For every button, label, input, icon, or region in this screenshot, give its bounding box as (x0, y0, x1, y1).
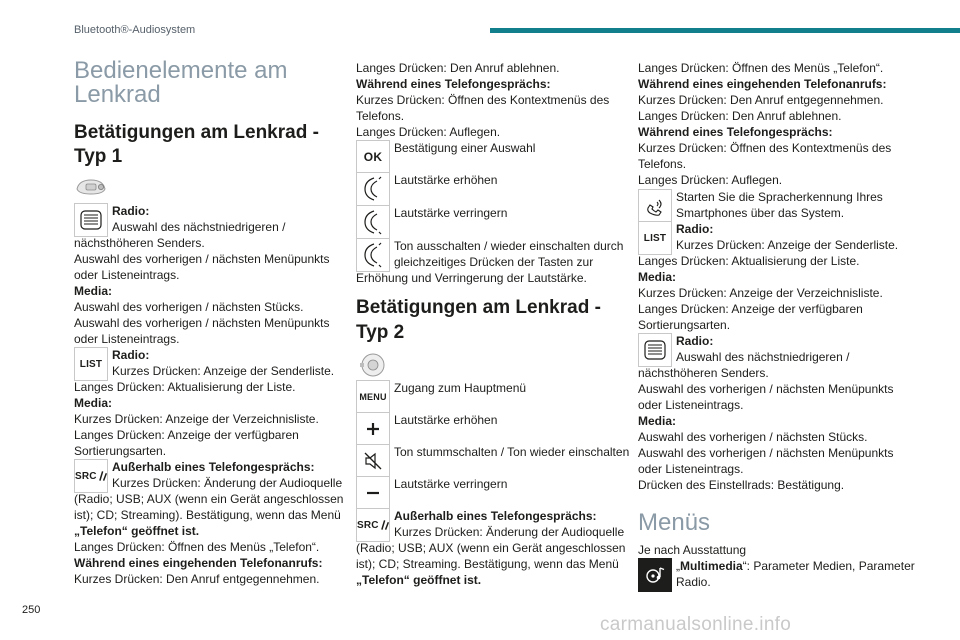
c2-line-20: „Telefon“ geöffnet ist. (356, 573, 482, 587)
c3-line-3: Kurzes Drücken: Den Anruf entgegennehmen. (638, 93, 884, 107)
section-heading-type2-line2: Typ 2 (356, 322, 405, 343)
c1-line-3: nächsthöheren Senders. (74, 236, 205, 250)
c2-line-5: Langes Drücken: Auflegen. (356, 125, 501, 139)
c2-line-8: Lautstärke verringern (394, 206, 508, 220)
c2-line-10: gleichzeitiges Drücken der Tasten zur (394, 255, 594, 269)
multimedia-line-1: „Multimedia“: Parameter Medien, Parameter (676, 559, 915, 573)
c3-line-25: Auswahl des vorherigen / nächsten Menüpunkts (638, 446, 894, 460)
c1-line-21: „Telefon“ geöffnet ist. (74, 524, 200, 538)
c1-line-8: Auswahl des vorherigen / nächsten Menüpunkts (74, 316, 330, 330)
c2-line-19: ist); CD; Streaming. Bestätigung, wenn das Menü (356, 557, 619, 571)
list-button-icon: LIST (74, 347, 108, 381)
plus-icon (356, 412, 390, 446)
c3-line-9: Starten Sie die Spracherkennung Ihres (676, 190, 883, 204)
c1-line-17: Außerhalb eines Telefongesprächs: (112, 460, 315, 474)
c3-line-17: Sortierungsarten. (638, 318, 731, 332)
menus-intro: Je nach Ausstattung (638, 543, 747, 557)
c1-line-23: Während eines eingehenden Telefonanrufs: (74, 556, 323, 570)
c2-line-15: Lautstärke verringern (394, 477, 508, 491)
c1-line-2: Auswahl des nächstniedrigeren / (112, 220, 286, 234)
c3-line-12: Kurzes Drücken: Anzeige der Senderliste. (676, 238, 899, 252)
scroll-wheel-icon-2 (638, 333, 672, 367)
minus-icon (356, 476, 390, 510)
speaker-mute-icon (356, 444, 390, 478)
c2-line-4: Telefons. (356, 109, 405, 123)
c1-line-18: Kurzes Drücken: Änderung der Audioquelle (112, 476, 343, 490)
c2-line-14: Ton stummschalten / Ton wieder einschalten (394, 445, 630, 459)
c1-line-13: Media: (74, 396, 113, 410)
c3-line-21: Auswahl des vorherigen / nächsten Menüpunkts (638, 382, 894, 396)
c3-line-13: Langes Drücken: Aktualisierung der Liste. (638, 254, 860, 268)
c3-line-14: Media: (638, 270, 677, 284)
c1-line-14: Kurzes Drücken: Anzeige der Verzeichnisliste. (74, 412, 319, 426)
c2-line-2: Während eines Telefongesprächs: (356, 77, 551, 91)
c3-line-11: Radio: (676, 222, 714, 236)
menus-heading: Menüs (638, 509, 711, 536)
list-button-icon-2: LIST (638, 221, 672, 255)
scroll-wheel-icon (74, 203, 108, 237)
c3-line-4: Langes Drücken: Den Anruf ablehnen. (638, 109, 842, 123)
watermark: carmanualsonline.info (600, 614, 792, 635)
c3-line-6: Kurzes Drücken: Öffnen des Kontextmenüs des (638, 141, 892, 155)
c3-line-16: Langes Drücken: Anzeige der verfügbaren (638, 302, 863, 316)
c2-line-18: (Radio; USB; AUX (wenn ein Gerät angeschlossen (356, 541, 626, 555)
c3-line-22: oder Listeneintrags. (638, 398, 744, 412)
c2-line-1: Langes Drücken: Den Anruf ablehnen. (356, 61, 560, 75)
c1-line-10: Radio: (112, 348, 150, 362)
c3-line-7: Telefons. (638, 157, 687, 171)
c3-line-23: Media: (638, 414, 677, 428)
ok-button-icon: OK (356, 140, 390, 174)
section-heading-type2-line1: Betätigungen am Lenkrad - (356, 297, 601, 318)
page-title-line1: Bedienelemente am (74, 57, 288, 84)
c3-line-10: Smartphones über das System. (676, 206, 845, 220)
c1-line-11: Kurzes Drücken: Anzeige der Senderliste. (112, 364, 335, 378)
c2-line-17: Kurzes Drücken: Änderung der Audioquelle (394, 525, 625, 539)
c3-line-20: nächsthöheren Senders. (638, 366, 769, 380)
c3-line-8: Langes Drücken: Auflegen. (638, 173, 783, 187)
c1-line-24: Kurzes Drücken: Den Anruf entgegennehmen. (74, 572, 320, 586)
c1-line-5: oder Listeneintrags. (74, 268, 180, 282)
c3-line-24: Auswahl des vorherigen / nächsten Stücks. (638, 430, 868, 444)
c3-line-19: Auswahl des nächstniedrigeren / (676, 350, 850, 364)
c2-line-13: Lautstärke erhöhen (394, 413, 498, 427)
menu-button-icon: MENU (356, 380, 390, 414)
c3-line-18: Radio: (676, 334, 714, 348)
c2-line-16: Außerhalb eines Telefongesprächs: (394, 509, 597, 523)
c3-line-27: Drücken des Einstellrads: Bestätigung. (638, 478, 845, 492)
steering-wheel-type1-icon (74, 176, 108, 198)
c1-line-4: Auswahl des vorherigen / nächsten Menüpunkts (74, 252, 330, 266)
c2-line-9: Ton ausschalten / wieder einschalten durch (394, 239, 624, 253)
c2-line-7: Lautstärke erhöhen (394, 173, 498, 187)
running-header: Bluetooth®-Audiosystem (74, 24, 196, 36)
header-accent-bar (490, 28, 960, 33)
page-number: 250 (22, 604, 41, 616)
c1-line-6: Media: (74, 284, 113, 298)
section-heading-type1-line2: Typ 1 (74, 146, 123, 167)
volume-down-lever-icon (356, 205, 390, 239)
mute-lever-icon (356, 238, 390, 272)
c3-line-5: Während eines Telefongesprächs: (638, 125, 833, 139)
voice-recognition-icon (638, 189, 672, 223)
section-heading-type1-line1: Betätigungen am Lenkrad - (74, 122, 319, 143)
c2-line-12: Zugang zum Hauptmenü (394, 381, 527, 395)
c1-line-19: (Radio; USB; AUX (wenn ein Gerät angeschlossen (74, 492, 344, 506)
page-title-line2: Lenkrad (74, 81, 161, 108)
c2-line-6: Bestätigung einer Auswahl (394, 141, 536, 155)
c3-line-15: Kurzes Drücken: Anzeige der Verzeichnisliste. (638, 286, 883, 300)
src-phone-button-icon: SRC (74, 459, 108, 493)
steering-wheel-type2-icon (356, 352, 390, 378)
c1-line-15: Langes Drücken: Anzeige der verfügbaren (74, 428, 299, 442)
c1-line-16: Sortierungsarten. (74, 444, 167, 458)
c2-line-3: Kurzes Drücken: Öffnen des Kontextmenüs des (356, 93, 610, 107)
c1-line-20: ist); CD; Streaming). Bestätigung, wenn das Menü (74, 508, 341, 522)
c1-line-1: Radio: (112, 204, 150, 218)
c3-line-1: Langes Drücken: Öffnen des Menüs „Telefon“. (638, 61, 884, 75)
c2-line-11: Erhöhung und Verringerung der Lautstärke. (356, 271, 587, 285)
src-phone-button-icon-2: SRC (356, 508, 390, 542)
c1-line-22: Langes Drücken: Öffnen des Menüs „Telefon“. (74, 540, 320, 554)
c3-line-26: oder Listeneintrags. (638, 462, 744, 476)
c1-line-9: oder Listeneintrags. (74, 332, 180, 346)
volume-up-lever-icon (356, 172, 390, 206)
c3-line-2: Während eines eingehenden Telefonanrufs: (638, 77, 887, 91)
c1-line-7: Auswahl des vorherigen / nächsten Stücks. (74, 300, 304, 314)
c1-line-12: Langes Drücken: Aktualisierung der Liste. (74, 380, 296, 394)
multimedia-line-2: Radio. (676, 575, 711, 589)
multimedia-icon (638, 558, 672, 592)
